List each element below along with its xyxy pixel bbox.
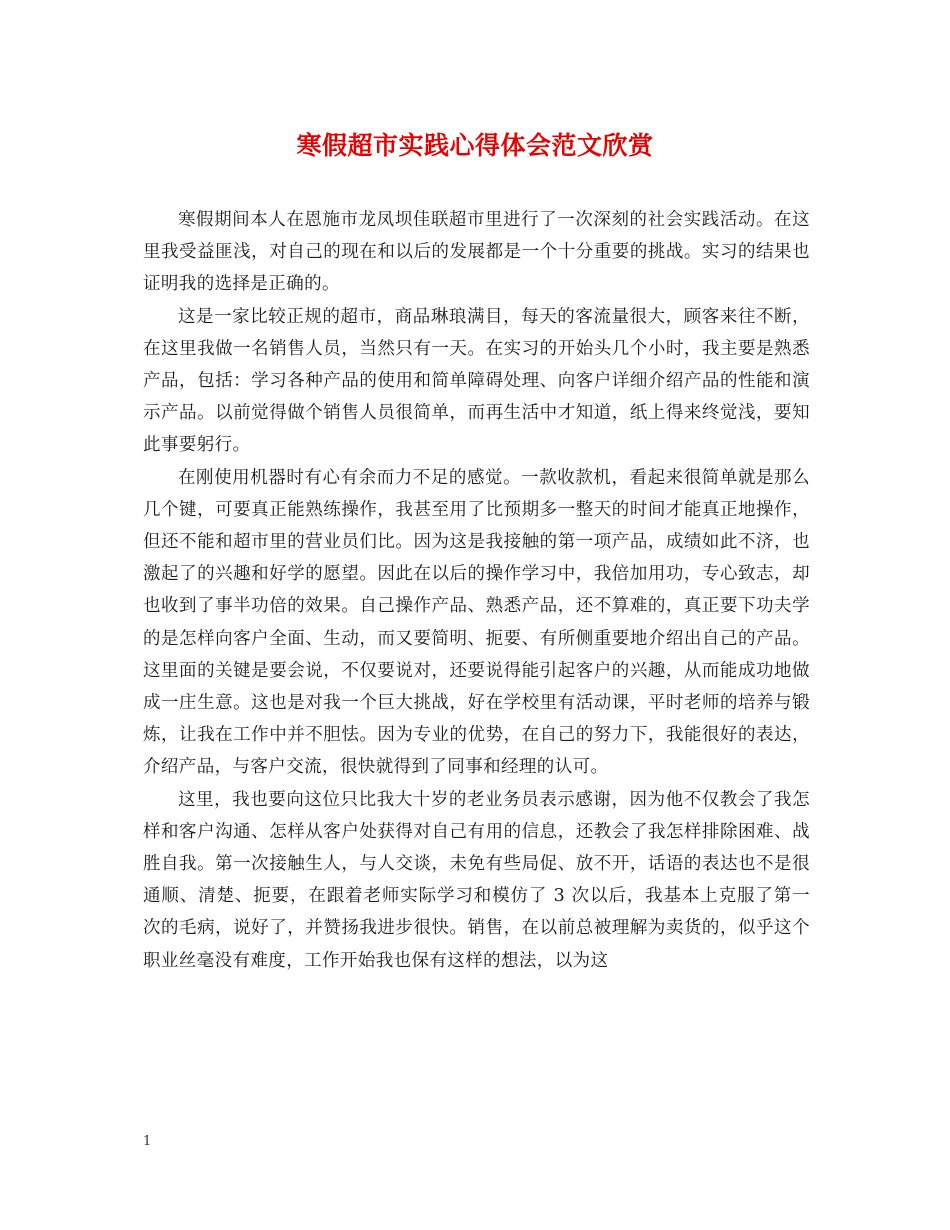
paragraph-1: 寒假期间本人在恩施市龙凤坝佳联超市里进行了一次深刻的社会实践活动。在这里我受益匪浅，对自己的现在和以后的发展都是一个十分重要的挑战。实习的结果也证明我的选择是正确的。 xyxy=(143,210,810,295)
paragraph-4: 这里，我也要向这位只比我大十岁的老业务员表示感谢，因为他不仅教会了我怎样和客户沟通、怎样从客户处获得对自己有用的信息，还教会了我怎样排除困难、战胜自我。第一次接触生人，与人交谈，未免有些局促、放不开，话语的表达也不是很通顺、清楚、扼要，在跟着老师实际学习和模仿了 3 次以后，我基本上克服了第一次的毛病，说好了，并赞扬我进步很快。销售，在以前总被理解为卖货的，似乎这个职业丝毫没有难度，工作开始我也保有这样的想法，以为这 xyxy=(143,789,810,971)
page-number: 1 xyxy=(143,1134,152,1149)
document-body xyxy=(143,204,810,977)
paragraph-2: 这是一家比较正规的超市，商品琳琅满目，每天的客流量很大，顾客来往不断，在这里我做一名销售人员，当然只有一天。在实习的开始头几个小时，我主要是熟悉产品，包括：学习各种产品的使用和简单障碍处理、向客户详细介绍产品的性能和演示产品。以前觉得做个销售人员很简单，而再生活中才知道，纸上得来终觉浅，要知此事要躬行。 xyxy=(143,306,810,456)
paragraph-3: 在刚使用机器时有心有余而力不足的感觉。一款收款机，看起来很简单就是那么几个键，可要真正能熟练操作，我甚至用了比预期多一整天的时间才能真正地操作，但还不能和超市里的营业员们比。因为这是我接触的第一项产品，成绩如此不济，也激起了的兴趣和好学的愿望。因此在以后的操作学习中，我倍加用功，专心致志，却也收到了事半功倍的效果。自己操作产品、熟悉产品，还不算难的，真正要下功夫学的是怎样向客户全面、生动，而又要简明、扼要、有所侧重要地介绍出自己的产品。这里面的关键是要会说，不仅要说对，还要说得能引起客户的兴趣，从而能成功地做成一庄生意。这也是对我一个巨大挑战，好在学校里有活动课，平时老师的培养与锻炼，让我在工作中并不胆怯。因为专业的优势，在自己的努力下，我能很好的表达，介绍产品，与客户交流，很快就得到了同事和经理的认可。 xyxy=(143,467,810,778)
document-title: 寒假超市实践心得体会范文欣赏 xyxy=(296,131,654,160)
